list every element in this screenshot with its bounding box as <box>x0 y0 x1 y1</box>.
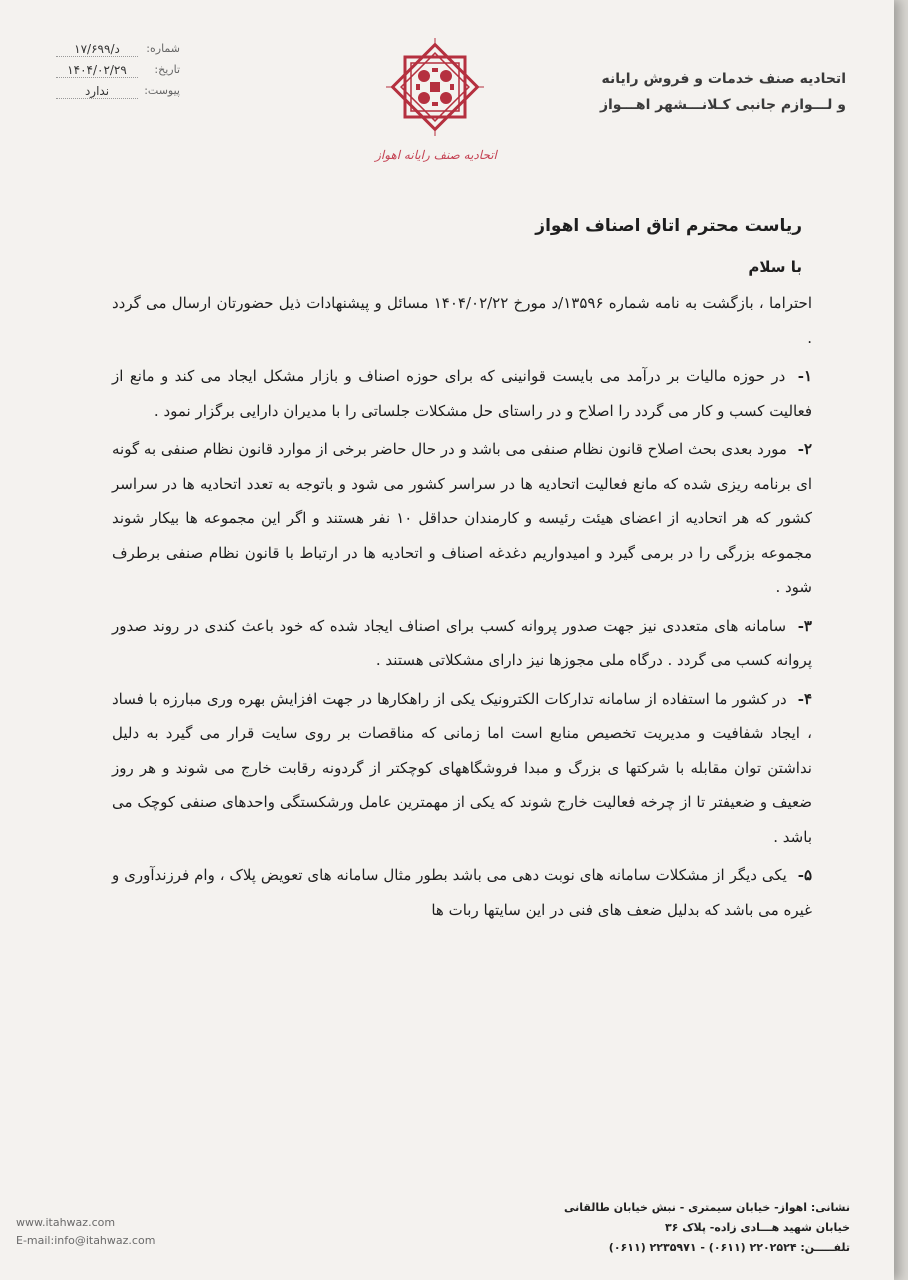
list-item-number: ۲- <box>797 440 812 458</box>
list-item-text: سامانه های متعددی نیز جهت صدور پروانه کسب برای اصناف ایجاد شده که خود باعث کندی در روند صدور پروانه کسب می گردد . درگاه ملی مجوزها نیز دارای مشکلاتی هستند . <box>112 616 812 669</box>
list-item-text: یکی دیگر از مشکلات سامانه های نوبت دهی می باشد بطور مثال سامانه های تعویض پلاک ، وام فرزندآوری و غیره می باشد که بدلیل ضعف های فنی در این سایتها ربات ها <box>112 866 812 919</box>
list-item <box>112 432 812 605</box>
letter-body <box>112 286 812 931</box>
org-line-1: اتحادیه صنف خدمات و فروش رایانه <box>601 71 846 87</box>
list-item-number: ۴- <box>797 689 812 708</box>
logo-caption: اتحادیه صنف رایانه اهواز <box>375 148 497 162</box>
meta-number-value: د/۱۷/۶۹۹ <box>56 42 138 57</box>
list-item <box>112 359 812 428</box>
list-item <box>112 858 812 927</box>
letter-salutation: با سلام <box>748 258 802 276</box>
address-line-2: خیابان شهید هـــادی زاده- پلاک ۳۶ <box>664 1221 850 1234</box>
meta-attachment-value: ندارد <box>56 84 138 99</box>
list-item-number: ۳- <box>797 616 812 635</box>
list-item-text: در حوزه مالیات بر درآمد می بایست قوانینی که برای حوزه اصناف و بازار مشکل ایجاد می کند و مانع از فعالیت کسب و کار می گردد را اصلاح و در راستای حل مشکلات جلساتی را با مدیران دارایی برگزار نمود . <box>112 367 812 420</box>
phone-line: تلفـــــن: ۲۲۰۲۵۲۴ (۰۶۱۱) - ۲۲۳۵۹۷۱ (۰۶۱۱) <box>608 1241 850 1254</box>
meta-number <box>50 42 180 63</box>
website-link[interactable]: www.itahwaz.com <box>16 1216 116 1229</box>
letter-recipient-title: ریاست محترم اتاق اصناف اهواز <box>535 216 802 236</box>
email-link[interactable]: E-mail:info@itahwaz.com <box>16 1234 156 1247</box>
letter-meta <box>50 42 180 105</box>
meta-attachment <box>50 84 180 105</box>
organization-name <box>546 66 846 118</box>
letter-intro: احتراما ، بازگشت به نامه شماره ۱۳۵۹۶/د مورخ ۱۴۰۴/۰۲/۲۲ مسائل و پیشنهادات ذیل حضورتان ارسال می گردد . <box>112 294 812 347</box>
meta-date-label: تاریخ: <box>154 63 180 76</box>
meta-date-value: ۱۴۰۴/۰۲/۲۹ <box>56 63 138 78</box>
list-item <box>112 682 812 855</box>
union-logo-icon <box>380 32 490 142</box>
footer-address <box>490 1198 850 1258</box>
list-item-text: در کشور ما استفاده از سامانه تدارکات الکترونیک یکی از راهکارها در جهت افزایش بهره وری مبارزه با فساد ، ایجاد شفافیت و مدیریت تخصیص منابع است اما زمانی که مناقصات بر روی سایت قرار می گیرد به دلیل نداشتن توان مقابله با شرکتها ی بزرگ و مبدا فروشگاههای کوچکتر از گردونه رقابت خارج می شوند و هر روز ضعیف و ضعیفتر تا از چرخه فعالیت خارج شوند که یکی از مهمترین عامل ورشکستگی واحدهای صنفی کوچک می باشد . <box>112 689 812 846</box>
list-item-text: مورد بعدی بحث اصلاح قانون نظام صنفی می باشد و در حال حاضر برخی از موارد قانون نظام صنفی به گونه ای برنامه ریزی شده که مانع فعالیت اتحادیه ها در سراسر کشور می شود و باتوجه به تعدد اتحادیه ها در سراسر کشور که هر اتحادیه از اعضای هیئت رئیسه و کارمندان حداقل ۱۰ نفر هستند و اگر این مجموعه ها بیکار شوند مجموعه بزرگی را در برمی گیرد و امیدواریم دغدغه اصناف و اتحادیه ها در ارتباط با قانون نظام صنفی برطرف شود . <box>112 440 812 596</box>
meta-date <box>50 63 180 84</box>
meta-attachment-label: پیوست: <box>144 84 180 97</box>
list-item-number: ۵- <box>797 866 812 884</box>
org-line-2: و لـــوازم جانبی کـلانـــشهر اهـــواز <box>599 97 846 113</box>
list-item-number: ۱- <box>797 367 812 385</box>
footer-contact <box>16 1214 236 1250</box>
list-item <box>112 609 812 678</box>
address-line-1: نشانی: اهواز- خیابان سیمتری - نبش خیابان طالقانی <box>563 1201 850 1214</box>
meta-number-label: شماره: <box>146 42 180 55</box>
